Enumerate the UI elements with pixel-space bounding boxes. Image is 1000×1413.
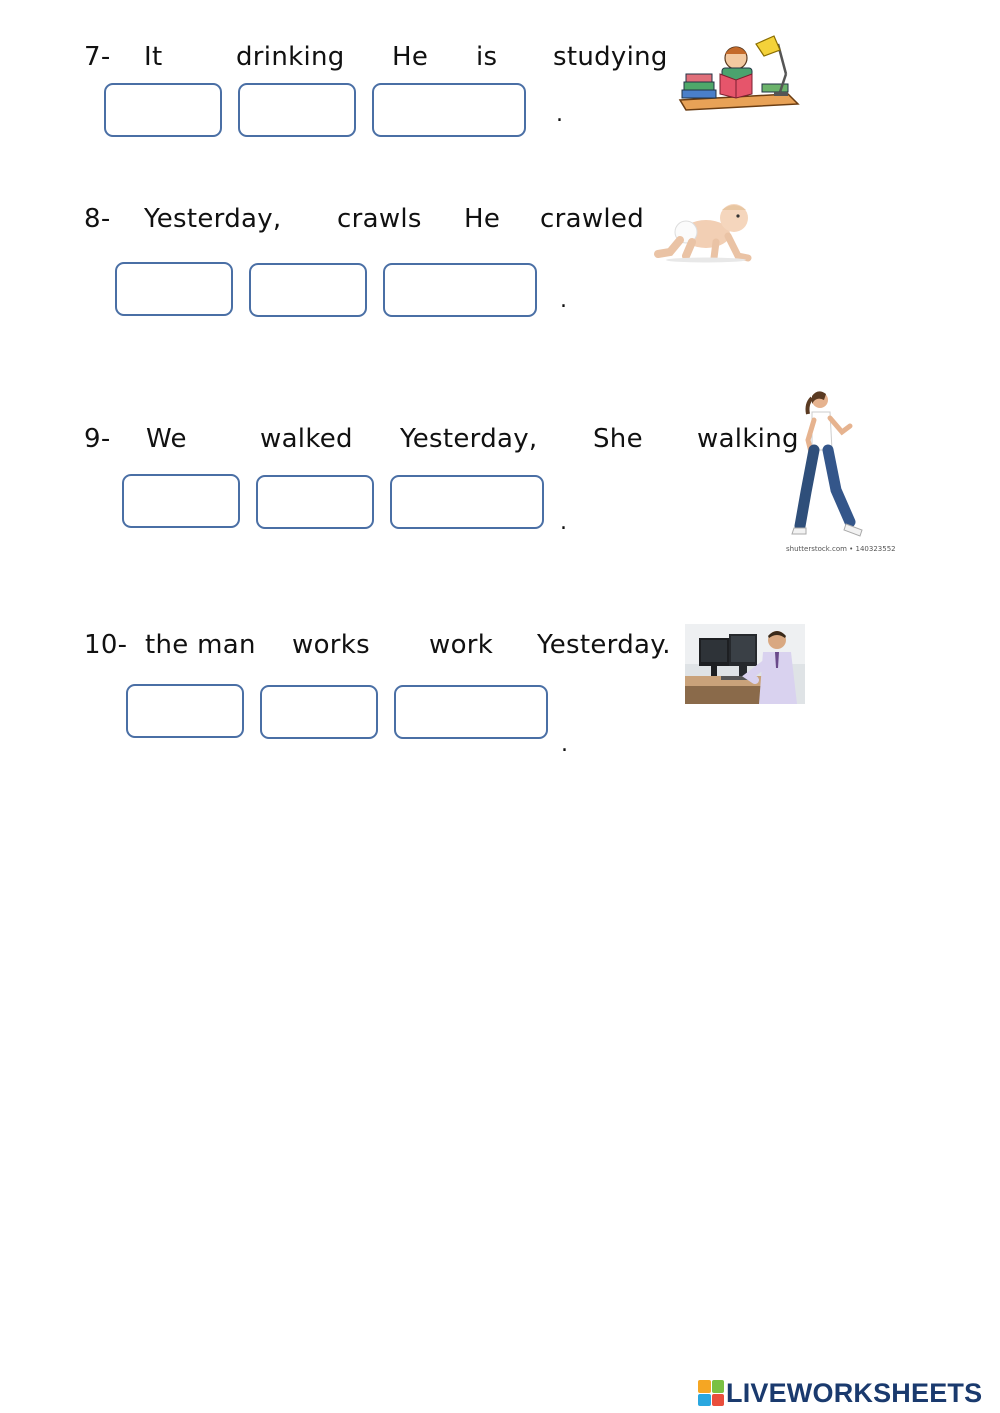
word-choice[interactable]: drinking [236, 42, 345, 72]
exercise-number: 10- [84, 630, 128, 660]
answer-box-2[interactable] [256, 475, 374, 529]
word-choice[interactable]: works [292, 630, 370, 660]
walking-woman-image [790, 388, 870, 540]
word-choice[interactable]: Yesterday, [400, 424, 538, 454]
word-choice[interactable]: She [593, 424, 643, 454]
word-choice[interactable]: We [146, 424, 187, 454]
word-choice[interactable]: walked [260, 424, 353, 454]
answer-box-1[interactable] [126, 684, 244, 738]
answer-box-2[interactable] [249, 263, 367, 317]
end-period: . [560, 288, 567, 313]
exercise-number: 8- [84, 204, 111, 234]
liveworksheets-brand [698, 1378, 982, 1408]
answer-box-2[interactable] [260, 685, 378, 739]
word-choice[interactable]: It [144, 42, 163, 72]
word-choice[interactable]: Yesterday, [144, 204, 282, 234]
word-choice[interactable]: Yesterday. [537, 630, 671, 660]
word-choice[interactable]: work [429, 630, 494, 660]
word-choice[interactable]: studying [553, 42, 668, 72]
exercise-number: 7- [84, 42, 111, 72]
word-choice[interactable]: He [392, 42, 429, 72]
man-at-computer-image [685, 624, 805, 704]
word-choice[interactable]: crawled [540, 204, 645, 234]
child-studying-image [676, 34, 800, 112]
exercise-number: 9- [84, 424, 111, 454]
answer-box-3[interactable] [372, 83, 526, 137]
answer-box-3[interactable] [394, 685, 548, 739]
answer-box-1[interactable] [122, 474, 240, 528]
word-choice[interactable]: the man [145, 630, 256, 660]
answer-box-1[interactable] [104, 83, 222, 137]
word-choice[interactable]: walking [697, 424, 799, 454]
liveworksheets-logo-icon [698, 1380, 724, 1406]
answer-box-3[interactable] [390, 475, 544, 529]
end-period: . [560, 510, 567, 535]
answer-box-3[interactable] [383, 263, 537, 317]
image-credit: shutterstock.com • 140323552 [786, 545, 896, 553]
word-choice[interactable]: He [464, 204, 501, 234]
end-period: . [561, 732, 568, 757]
word-choice[interactable]: is [476, 42, 498, 72]
crawling-baby-image [652, 196, 754, 264]
word-choice[interactable]: crawls [337, 204, 422, 234]
end-period: . [556, 102, 563, 127]
answer-box-2[interactable] [238, 83, 356, 137]
answer-box-1[interactable] [115, 262, 233, 316]
brand-name: LIVEWORKSHEETS [726, 1377, 983, 1408]
